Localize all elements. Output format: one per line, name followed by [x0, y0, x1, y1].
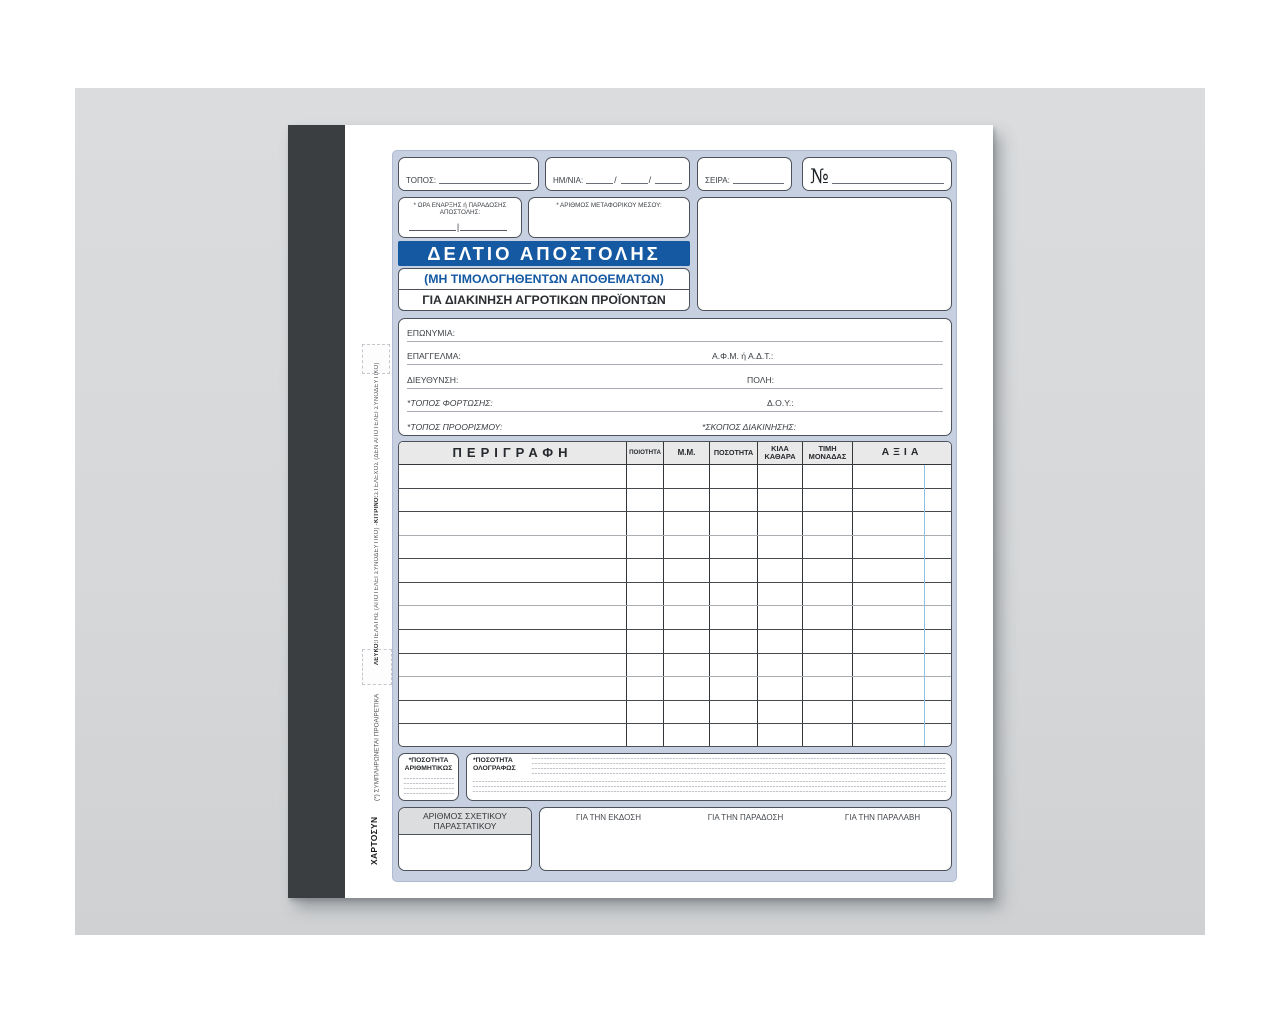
start-time-field — [398, 197, 522, 238]
info-row-destination — [407, 412, 943, 435]
info-row-profession — [407, 342, 943, 365]
cell-value — [853, 606, 951, 629]
cell-net-kilos — [758, 536, 803, 559]
cell-value — [853, 465, 951, 488]
cell-net-kilos — [758, 677, 803, 700]
document-number-field — [802, 157, 952, 191]
quantity-numeric-label: *ΠΟΣΟΤΗΤΑ ΑΡΙΘΜΗΤΙΚΩΣ — [404, 757, 453, 773]
cell-description — [399, 677, 627, 700]
copy-note-yellow-label: ΚΙΤΡΙΝΟ: — [374, 495, 380, 524]
cell-net-kilos — [758, 512, 803, 535]
cell-quality — [627, 489, 664, 512]
cell-unit-price — [803, 630, 853, 653]
related-document-box — [398, 807, 532, 871]
subtitle-purpose: ΓΙΑ ΔΙΑΚΙΝΗΣΗ ΑΓΡΟΤΙΚΩΝ ΠΡΟΪΟΝΤΩΝ — [422, 292, 666, 307]
table-row — [399, 630, 951, 654]
cell-unit-price — [803, 536, 853, 559]
signatures-box — [539, 807, 952, 871]
form-title: ΔΕΛΤΙΟ ΑΠΟΣΤΟΛΗΣ — [427, 242, 661, 264]
cell-unit — [664, 536, 710, 559]
place-label: ΤΟΠΟΣ: — [406, 176, 437, 185]
cell-unit — [664, 677, 710, 700]
date-separator: / — [614, 175, 617, 185]
tax-id-label: Α.Φ.Μ. ή Α.Δ.Τ.: — [712, 351, 774, 362]
table-row — [399, 701, 951, 725]
cell-unit — [664, 559, 710, 582]
photo-backdrop — [75, 88, 1205, 935]
items-table — [398, 441, 952, 747]
table-row — [399, 536, 951, 560]
cell-quality — [627, 512, 664, 535]
place-write-line — [439, 183, 531, 184]
cell-description — [399, 465, 627, 488]
loading-place-label: *ΤΟΠΟΣ ΦΟΡΤΩΣΗΣ: — [407, 397, 493, 408]
signature-issue-label: ΓΙΑ ΤΗΝ ΕΚΔΟΣΗ — [575, 813, 642, 822]
value-decimal-rule — [924, 465, 925, 746]
profession-label: ΕΠΑΓΓΕΛΜΑ: — [407, 351, 461, 362]
cell-description — [399, 512, 627, 535]
table-row — [399, 489, 951, 513]
copy-color-note — [369, 362, 385, 666]
info-row-loading — [407, 389, 943, 412]
cell-net-kilos — [758, 465, 803, 488]
table-row — [399, 677, 951, 701]
cell-description — [399, 654, 627, 677]
date-field — [545, 157, 690, 191]
date-separator: / — [648, 175, 652, 185]
header-unit: Μ.Μ. — [664, 442, 710, 464]
cell-quality — [627, 559, 664, 582]
cell-quantity — [710, 701, 758, 724]
cell-value — [853, 512, 951, 535]
cell-value — [853, 701, 951, 724]
date-write-line — [621, 183, 648, 184]
cell-unit-price — [803, 654, 853, 677]
date-write-line — [586, 183, 613, 184]
cell-quantity — [710, 489, 758, 512]
header-quantity: ΠΟΣΟΤΗΤΑ — [710, 442, 758, 464]
cell-unit-price — [803, 724, 853, 747]
series-write-line — [733, 183, 784, 184]
cell-net-kilos — [758, 583, 803, 606]
table-row — [399, 465, 951, 489]
cell-quality — [627, 536, 664, 559]
cell-quantity — [710, 724, 758, 747]
pad-binding-strip — [288, 125, 345, 898]
header-quality: ΠΟΙΟΤΗΤΑ — [627, 442, 664, 464]
start-time-label: * ΩΡΑ ΕΝΑΡΞΗΣ ή ΠΑΡΑΔΟΣΗΣ ΑΠΟΣΤΟΛΗΣ: — [413, 202, 507, 216]
cell-unit — [664, 489, 710, 512]
optional-fields-note: (*) ΣΥΜΠΛΗΡΩΝΕΤΑΙ ΠΡΟΑΙΡΕΤΙΚΑ — [373, 693, 381, 801]
date-write-line — [655, 183, 682, 184]
quantity-numeric-write-area — [403, 778, 454, 796]
cell-description — [399, 583, 627, 606]
quantity-words-write-area — [472, 781, 946, 796]
cell-quality — [627, 654, 664, 677]
signature-receipt-label: ΓΙΑ ΤΗΝ ΠΑΡΑΛΑΒΗ — [844, 813, 921, 822]
table-row — [399, 654, 951, 678]
quantity-numeric-box — [398, 753, 459, 801]
city-label: ΠΟΛΗ: — [747, 374, 775, 385]
cell-value — [853, 724, 951, 747]
cell-value — [853, 677, 951, 700]
cell-net-kilos — [758, 630, 803, 653]
printer-brand-logo: ΧΑΡΤΟΣΥΝ — [369, 816, 379, 866]
cell-quantity — [710, 606, 758, 629]
table-row — [399, 724, 951, 747]
cell-quality — [627, 701, 664, 724]
destination-label: *ΤΟΠΟΣ ΠΡΟΟΡΙΣΜΟΥ: — [407, 421, 503, 432]
place-field — [398, 157, 539, 191]
table-row — [399, 512, 951, 536]
cell-value — [853, 559, 951, 582]
related-document-label: ΑΡΙΘΜΟΣ ΣΧΕΤΙΚΟΥ ΠΑΡΑΣΤΑΤΙΚΟΥ — [399, 808, 531, 835]
subtitle-parenthetical: (ΜΗ ΤΙΜΟΛΟΓΗΘΕΝΤΩΝ ΑΠΟΘΕΜΑΤΩΝ) — [399, 269, 689, 290]
paper-sheet — [345, 125, 993, 898]
address-label: ΔΙΕΥΘΥΝΣΗ: — [407, 374, 459, 385]
table-row — [399, 559, 951, 583]
cell-value — [853, 536, 951, 559]
cell-unit-price — [803, 606, 853, 629]
cell-description — [399, 536, 627, 559]
info-row-address — [407, 365, 943, 388]
cell-quality — [627, 606, 664, 629]
cell-unit — [664, 583, 710, 606]
vehicle-number-field — [528, 197, 690, 238]
cell-net-kilos — [758, 606, 803, 629]
items-table-body — [399, 465, 951, 747]
items-table-header — [399, 442, 951, 465]
cell-unit — [664, 654, 710, 677]
cell-quantity — [710, 583, 758, 606]
cell-quantity — [710, 630, 758, 653]
cell-unit-price — [803, 701, 853, 724]
cell-unit — [664, 606, 710, 629]
cell-description — [399, 701, 627, 724]
cell-net-kilos — [758, 724, 803, 747]
cell-unit-price — [803, 559, 853, 582]
time-line-segment — [460, 223, 507, 231]
cell-quantity — [710, 512, 758, 535]
cell-quantity — [710, 677, 758, 700]
cell-unit — [664, 512, 710, 535]
cell-net-kilos — [758, 559, 803, 582]
movement-purpose-label: *ΣΚΟΠΟΣ ΔΙΑΚΙΝΗΣΗΣ: — [702, 421, 796, 432]
cell-value — [853, 630, 951, 653]
time-line-segment — [409, 223, 456, 231]
tax-office-label: Δ.Ο.Υ.: — [767, 397, 794, 408]
header-value: ΑΞΙΑ — [881, 446, 923, 459]
cell-net-kilos — [758, 654, 803, 677]
cell-quantity — [710, 465, 758, 488]
cell-quantity — [710, 536, 758, 559]
cell-description — [399, 489, 627, 512]
cell-description — [399, 559, 627, 582]
form-subtitle-box — [398, 268, 690, 311]
cell-description — [399, 606, 627, 629]
header-unit-price: ΤΙΜΗ ΜΟΝΑΔΑΣ — [803, 442, 853, 464]
form-pad — [288, 125, 993, 898]
quantity-words-box — [466, 753, 952, 801]
cell-unit-price — [803, 677, 853, 700]
copy-note-white-label: ΛΕΥΚΟ: — [374, 641, 380, 666]
cell-unit-price — [803, 512, 853, 535]
cell-quality — [627, 465, 664, 488]
cell-value — [853, 654, 951, 677]
company-name-label: ΕΠΩΝΥΜΙΑ: — [407, 328, 455, 339]
cell-unit-price — [803, 489, 853, 512]
time-divider: | — [456, 221, 460, 232]
cell-quality — [627, 677, 664, 700]
delivery-note-form — [392, 150, 957, 882]
time-write-line — [409, 223, 507, 231]
form-title-bar — [398, 241, 690, 266]
cell-unit-price — [803, 583, 853, 606]
issuer-stamp-area — [697, 197, 952, 311]
cell-unit — [664, 630, 710, 653]
table-row — [399, 583, 951, 607]
quantity-words-write-area — [531, 758, 946, 778]
vehicle-number-label: * ΑΡΙΘΜΟΣ ΜΕΤΑΦΟΡΙΚΟΥ ΜΕΣΟΥ: — [556, 202, 662, 209]
cell-unit — [664, 465, 710, 488]
cell-net-kilos — [758, 701, 803, 724]
cell-value — [853, 583, 951, 606]
series-field — [697, 157, 792, 191]
signature-delivery-label: ΓΙΑ ΤΗΝ ΠΑΡΑΔΟΣΗ — [707, 813, 784, 822]
cell-quality — [627, 630, 664, 653]
series-label: ΣΕΙΡΑ: — [705, 176, 730, 185]
info-row-name — [407, 319, 943, 342]
header-description: ΠΕΡΙΓΡΑΦΗ — [399, 442, 627, 464]
cell-unit — [664, 724, 710, 747]
number-write-line — [832, 183, 944, 184]
copy-note-white-text: ΠΕΛΑΤΗΣ (ΑΠΟΤΕΛΕΙ ΣΥΝΟΔΕΥΤΙΚΟ) - — [374, 523, 380, 642]
cell-quantity — [710, 559, 758, 582]
cell-unit — [664, 701, 710, 724]
cell-quantity — [710, 654, 758, 677]
date-label: ΗΜ/ΝΙΑ: — [553, 176, 584, 185]
cell-net-kilos — [758, 489, 803, 512]
cell-quality — [627, 724, 664, 747]
numero-sign: № — [810, 164, 829, 188]
copy-note-yellow-text: ΣΤΕΛΕΧΟΣ (ΔΕΝ ΑΠΟΤΕΛΕΙ ΣΥΝΟΔΕΥΤΙΚΟ) — [374, 362, 380, 496]
cell-quality — [627, 583, 664, 606]
cell-description — [399, 630, 627, 653]
quantity-words-label: *ΠΟΣΟΤΗΤΑ ΟΛΟΓΡΑΦΩΣ — [473, 757, 516, 773]
cell-unit-price — [803, 465, 853, 488]
table-row — [399, 606, 951, 630]
header-net-kilos: ΚΙΛΑ ΚΑΘΑΡΑ — [758, 442, 803, 464]
cell-value — [853, 489, 951, 512]
party-info-box — [398, 318, 952, 436]
cell-description — [399, 724, 627, 747]
